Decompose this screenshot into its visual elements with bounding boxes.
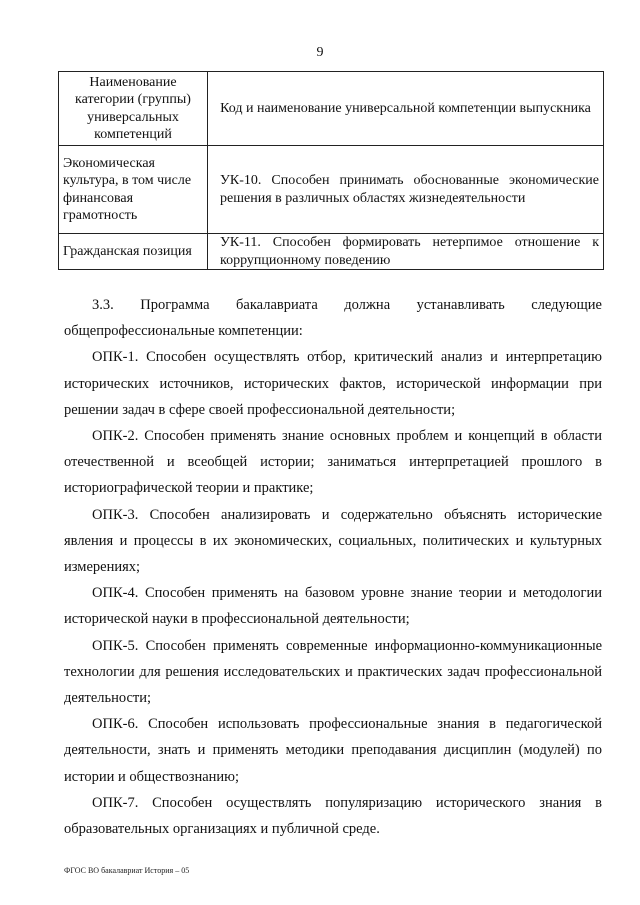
table-cell-category: Гражданская позиция [59, 234, 208, 270]
body-text [64, 292, 602, 842]
table-row [59, 234, 604, 270]
table-cell-competence: УК-11. Способен формировать нетерпимое отношение к коррупционному поведению [208, 234, 604, 270]
table-row [59, 146, 604, 234]
table-header-competence: Код и наименование универсальной компетенции выпускника [208, 72, 604, 146]
table-header-category: Наименование категории (группы) универсальных компетенций [59, 72, 208, 146]
paragraph-opk-6: ОПК-6. Способен использовать профессиональные знания в педагогической деятельности, знать и применять методики преподавания дисциплин (модулей) по истории и обществознанию; [64, 716, 602, 785]
table-header-row [59, 72, 604, 146]
paragraph-opk-2: ОПК-2. Способен применять знание основных проблем и концепций в области отечественной и всеобщей истории; заниматься интерпретацией прошлого в историографической теории и практике; [64, 428, 602, 497]
paragraph-opk-4: ОПК-4. Способен применять на базовом уровне знание теории и методологии исторической науки в профессиональной деятельности; [64, 585, 602, 628]
table-cell-category: Экономическая культура, в том числе финансовая грамотность [59, 146, 208, 234]
paragraph-3-3: 3.3. Программа бакалавриата должна устанавливать следующие общепрофессиональные компетенции: [64, 297, 602, 340]
paragraph-opk-5: ОПК-5. Способен применять современные информационно-коммуникационные технологии для решения исследовательских и практических задач профессиональной деятельности; [64, 637, 602, 707]
paragraph-opk-7: ОПК-7. Способен осуществлять популяризацию исторического знания в образовательных организациях и публичной среде. [64, 794, 602, 838]
paragraph-opk-1: ОПК-1. Способен осуществлять отбор, критический анализ и интерпретацию исторических источников, исторических фактов, исторической информации при решении задач в сфере своей профессиональной деятельности; [64, 349, 602, 418]
table-cell-competence: УК-10. Способен принимать обоснованные экономические решения в различных областях жизнедеятельности [208, 146, 604, 234]
paragraph-opk-3: ОПК-3. Способен анализировать и содержательно объяснять исторические явления и процессы в их экономических, социальных, политических и культурных измерениях; [64, 506, 602, 576]
competence-table [58, 71, 604, 270]
page-number: 9 [316, 45, 324, 60]
footer-note: ФГОС ВО бакалавриат История – 05 [64, 866, 190, 875]
